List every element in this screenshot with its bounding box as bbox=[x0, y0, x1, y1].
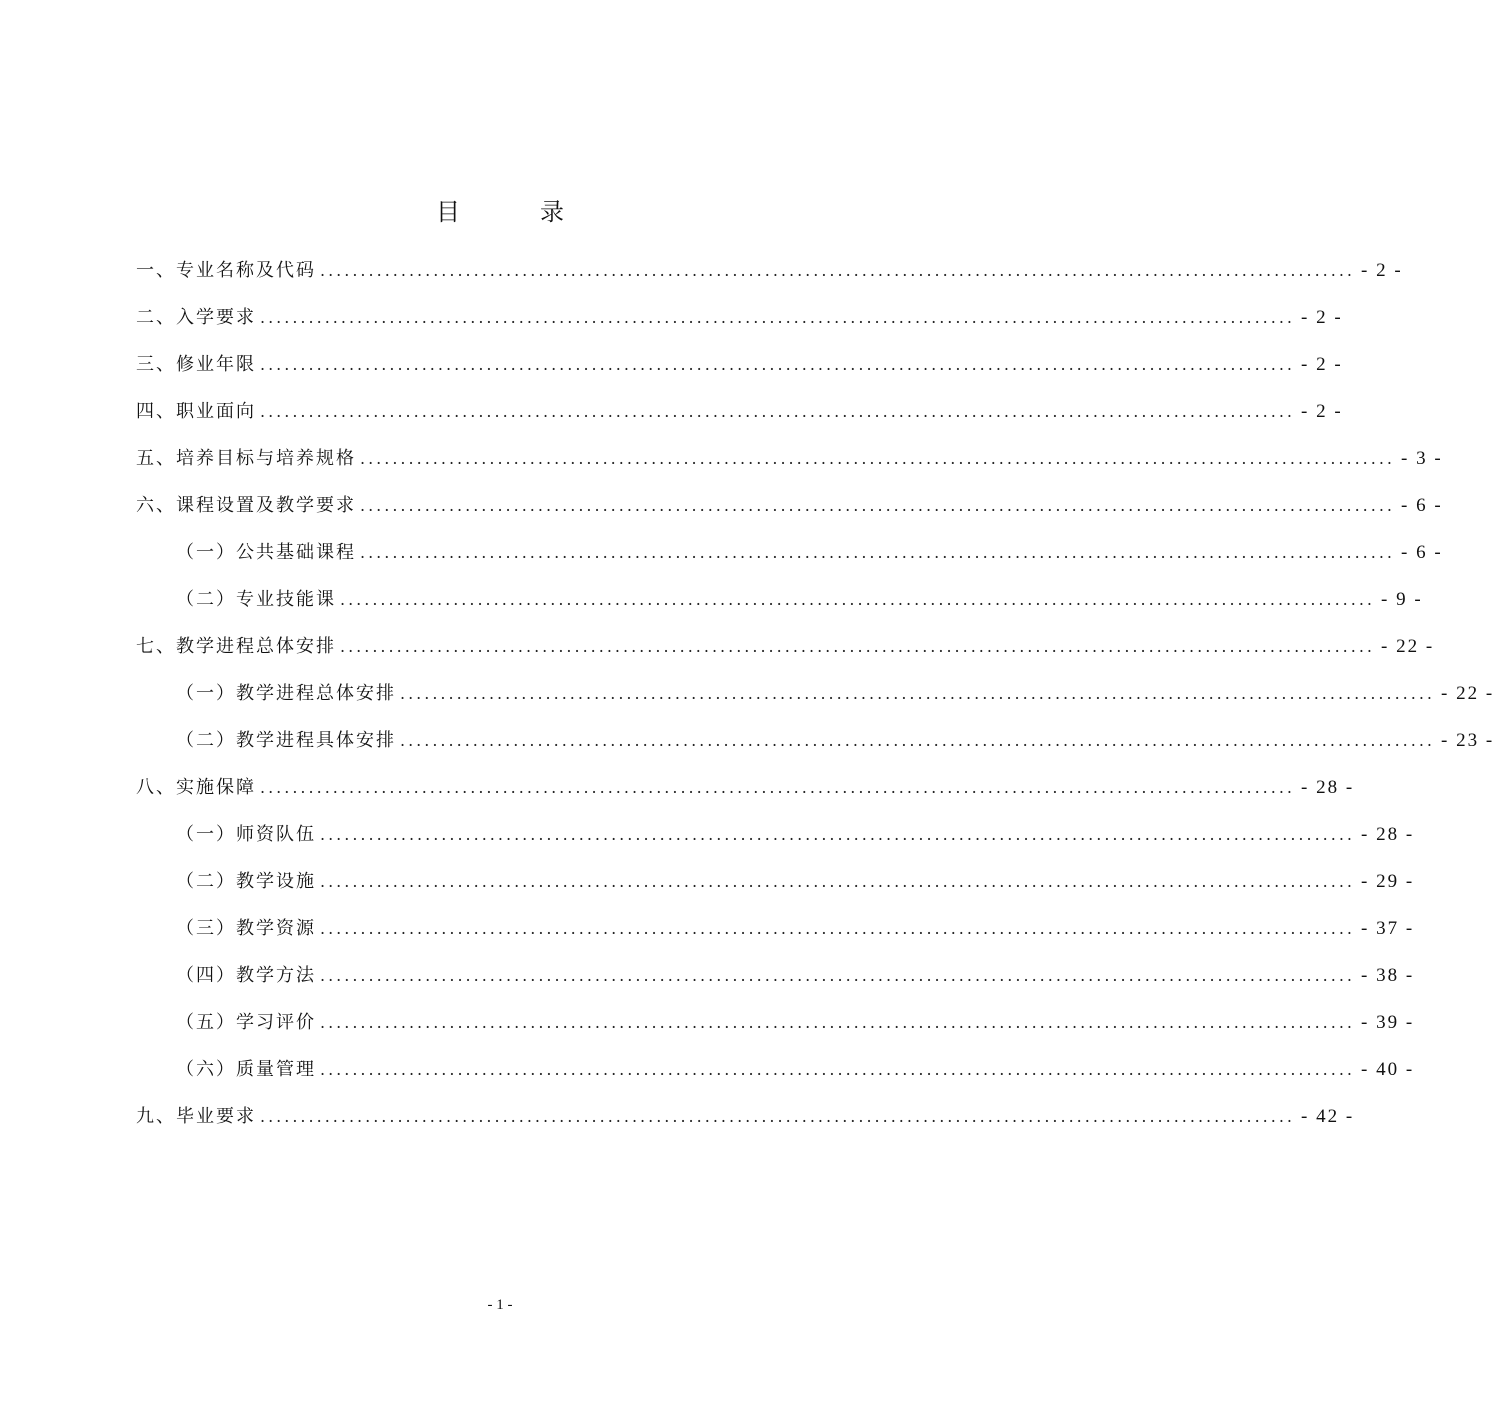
toc-entry[interactable] bbox=[136, 529, 1443, 576]
toc-entry-label: （一）公共基础课程 bbox=[176, 541, 356, 563]
toc-entry[interactable] bbox=[136, 482, 1443, 529]
toc-dot-leader: ................................................................................................................................ bbox=[360, 448, 1395, 468]
toc-entry[interactable] bbox=[136, 717, 1494, 764]
toc-dot-leader: ................................................................................................................................ bbox=[360, 542, 1395, 562]
toc-dot-leader: ................................................................................................................................ bbox=[320, 918, 1355, 938]
toc-entry-label: 九、毕业要求 bbox=[136, 1105, 256, 1127]
toc-dot-leader: ................................................................................................................................ bbox=[320, 260, 1355, 280]
toc-entry-label: （四）教学方法 bbox=[176, 964, 316, 986]
toc-entry-page: - 40 - bbox=[1361, 1058, 1415, 1080]
toc-entry-page: - 22 - bbox=[1381, 635, 1435, 657]
toc-entry[interactable] bbox=[136, 247, 1403, 294]
toc-entry[interactable] bbox=[136, 811, 1415, 858]
toc-entry[interactable] bbox=[136, 670, 1494, 717]
toc-dot-leader: ................................................................................................................................ bbox=[320, 1012, 1355, 1032]
toc-entry[interactable] bbox=[136, 1046, 1415, 1093]
toc-entry-page: - 6 - bbox=[1401, 494, 1443, 516]
toc-entry[interactable] bbox=[136, 905, 1415, 952]
toc-entry-label: （二）专业技能课 bbox=[176, 588, 336, 610]
toc-entry-label: （三）教学资源 bbox=[176, 917, 316, 939]
toc-entry-label: 一、专业名称及代码 bbox=[136, 259, 316, 281]
toc-entry[interactable] bbox=[136, 435, 1443, 482]
toc-dot-leader: ................................................................................................................................ bbox=[360, 495, 1395, 515]
toc-dot-leader: ................................................................................................................................ bbox=[260, 307, 1295, 327]
toc-entry-label: 四、职业面向 bbox=[136, 400, 256, 422]
toc-entry-label: 七、教学进程总体安排 bbox=[136, 635, 336, 657]
toc-entry-page: - 6 - bbox=[1401, 541, 1443, 563]
toc-entry-page: - 9 - bbox=[1381, 588, 1423, 610]
toc-entry-page: - 39 - bbox=[1361, 1011, 1415, 1033]
toc-entry[interactable] bbox=[136, 1093, 1355, 1140]
toc-dot-leader: ................................................................................................................................ bbox=[320, 965, 1355, 985]
toc-dot-leader: ................................................................................................................................ bbox=[260, 1106, 1295, 1126]
toc-entry-label: （一）教学进程总体安排 bbox=[176, 682, 396, 704]
toc-entry-label: 八、实施保障 bbox=[136, 776, 256, 798]
toc-entry-label: （二）教学设施 bbox=[176, 870, 316, 892]
toc-entry-page: - 38 - bbox=[1361, 964, 1415, 986]
toc-entry-label: 五、培养目标与培养规格 bbox=[136, 447, 356, 469]
toc-entry-page: - 29 - bbox=[1361, 870, 1415, 892]
toc-entry-page: - 22 - bbox=[1441, 682, 1494, 704]
toc-entry[interactable] bbox=[136, 294, 1343, 341]
toc-dot-leader: ................................................................................................................................ bbox=[340, 636, 1375, 656]
toc-entry[interactable] bbox=[136, 999, 1415, 1046]
toc-entry-page: - 2 - bbox=[1301, 400, 1343, 422]
toc-dot-leader: ................................................................................................................................ bbox=[340, 589, 1375, 609]
toc-dot-leader: ................................................................................................................................ bbox=[260, 401, 1295, 421]
toc-entry-label: （五）学习评价 bbox=[176, 1011, 316, 1033]
page-title: 目 录 bbox=[436, 198, 592, 226]
toc-entry-label: 二、入学要求 bbox=[136, 306, 256, 328]
toc-entry[interactable] bbox=[136, 623, 1435, 670]
toc-entry[interactable] bbox=[136, 388, 1343, 435]
toc-entry-label: （一）师资队伍 bbox=[176, 823, 316, 845]
toc-entry[interactable] bbox=[136, 858, 1415, 905]
toc-dot-leader: ................................................................................................................................ bbox=[400, 730, 1435, 750]
toc-dot-leader: ................................................................................................................................ bbox=[260, 354, 1295, 374]
toc-dot-leader: ................................................................................................................................ bbox=[320, 824, 1355, 844]
toc-dot-leader: ................................................................................................................................ bbox=[260, 777, 1295, 797]
toc-dot-leader: ................................................................................................................................ bbox=[400, 683, 1435, 703]
toc-entry-page: - 42 - bbox=[1301, 1105, 1355, 1127]
toc-entry-page: - 23 - bbox=[1441, 729, 1494, 751]
toc-dot-leader: ................................................................................................................................ bbox=[320, 1059, 1355, 1079]
table-of-contents bbox=[136, 247, 1494, 1140]
toc-entry-page: - 37 - bbox=[1361, 917, 1415, 939]
toc-entry-page: - 28 - bbox=[1301, 776, 1355, 798]
toc-entry[interactable] bbox=[136, 952, 1415, 999]
toc-entry-label: （二）教学进程具体安排 bbox=[176, 729, 396, 751]
toc-entry-label: 三、修业年限 bbox=[136, 353, 256, 375]
toc-entry[interactable] bbox=[136, 764, 1355, 811]
toc-entry-page: - 3 - bbox=[1401, 447, 1443, 469]
toc-entry-page: - 2 - bbox=[1361, 259, 1403, 281]
toc-entry[interactable] bbox=[136, 341, 1343, 388]
toc-dot-leader: ................................................................................................................................ bbox=[320, 871, 1355, 891]
page-number: - 1 - bbox=[487, 1297, 513, 1313]
toc-entry-page: - 2 - bbox=[1301, 306, 1343, 328]
toc-entry-label: （六）质量管理 bbox=[176, 1058, 316, 1080]
toc-entry[interactable] bbox=[136, 576, 1423, 623]
toc-entry-page: - 2 - bbox=[1301, 353, 1343, 375]
toc-entry-label: 六、课程设置及教学要求 bbox=[136, 494, 356, 516]
toc-entry-page: - 28 - bbox=[1361, 823, 1415, 845]
